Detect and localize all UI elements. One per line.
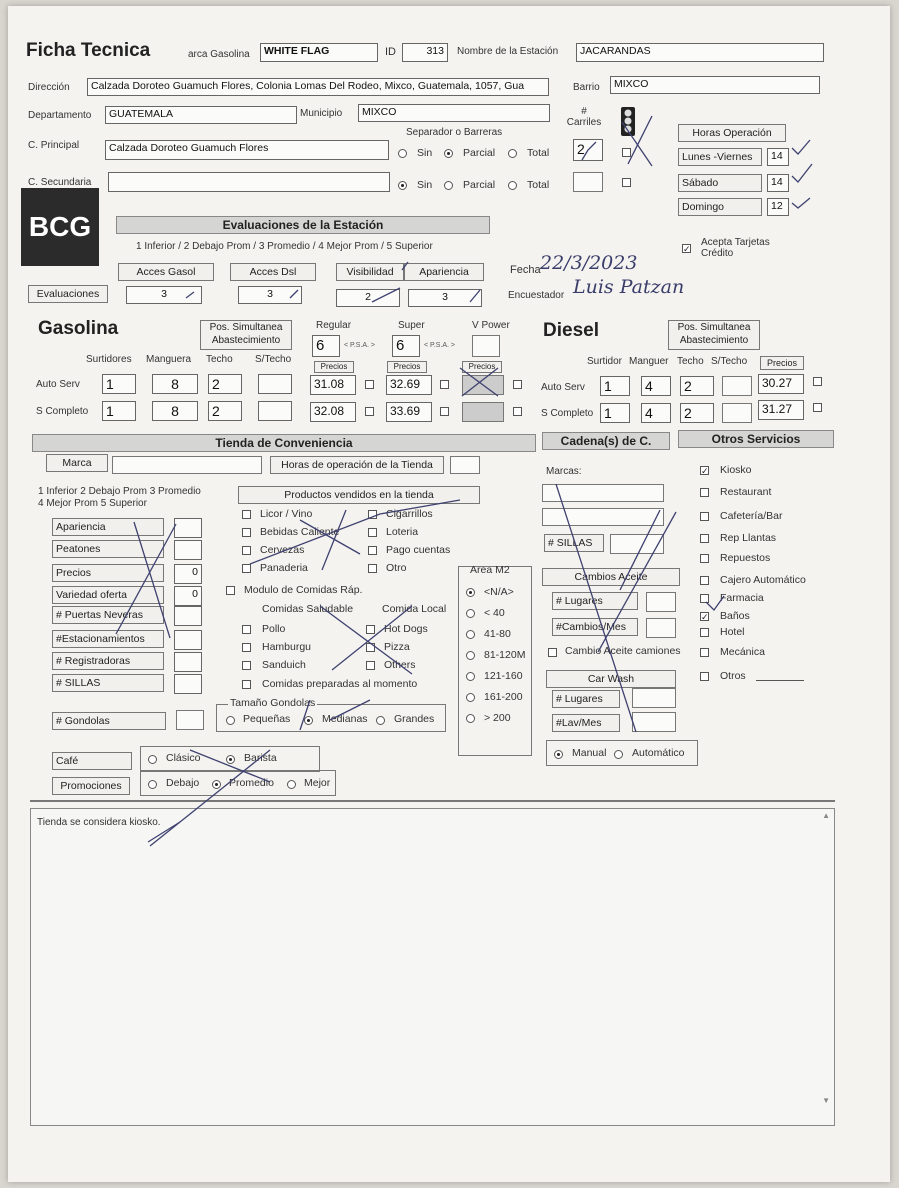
grandes-label: Grandes (394, 713, 435, 725)
evaluaciones-section-title: Evaluaciones de la Estación (116, 216, 490, 234)
servicio-checkbox[interactable] (700, 512, 709, 521)
licor-checkbox[interactable] (242, 510, 251, 519)
barista-radio[interactable] (226, 755, 235, 764)
servicio-label: Mecánica (720, 646, 765, 658)
area-radio[interactable] (466, 609, 475, 618)
cadena-marca-field-1[interactable] (542, 484, 664, 502)
rating-field[interactable] (174, 630, 202, 650)
barrio-label: Barrio (573, 82, 600, 93)
dsl-comp-check[interactable] (813, 403, 822, 412)
cambios-mes-field[interactable] (646, 618, 676, 638)
dsl-completo-label: S Completo (541, 408, 594, 419)
dsl-auto-techo[interactable]: 2 (680, 376, 714, 396)
carriles-label: # Carriles (566, 106, 602, 128)
lunes-viernes-field[interactable]: 14 (767, 148, 789, 166)
dsl-comp-surtidor[interactable]: 1 (600, 403, 630, 423)
eval-acceso-gasol-field[interactable]: 3 (126, 286, 202, 304)
id-label: ID (385, 46, 396, 58)
horas-operacion-title: Horas Operación (678, 124, 786, 142)
area-radio[interactable] (466, 651, 475, 660)
form-title: Ficha Tecnica (26, 40, 151, 61)
bcg-logo: BCG (21, 188, 99, 266)
fecha-label: Fecha (510, 264, 541, 276)
camiones-checkbox[interactable] (548, 648, 557, 657)
servicio-checkbox[interactable] (700, 648, 709, 657)
sanduich-checkbox[interactable] (242, 661, 251, 670)
servicio-checkbox[interactable] (700, 672, 709, 681)
rating-label: # SILLAS (52, 674, 164, 692)
promociones-label: Promociones (52, 777, 130, 795)
bebidas-checkbox[interactable] (242, 528, 251, 537)
vpower-psa-field[interactable] (472, 335, 500, 357)
bebidas-label: Bebidas Caliente (260, 526, 340, 538)
servicio-label: Hotel (720, 626, 745, 638)
promedio-radio[interactable] (212, 780, 221, 789)
servicio-label: Restaurant (720, 486, 772, 498)
debajo-radio[interactable] (148, 780, 157, 789)
gas-auto-super-price[interactable]: 32.69 (386, 375, 432, 395)
tarjetas-label: Acepta Tarjetas Crédito (701, 237, 770, 259)
separador-parcial-label: Parcial (463, 147, 496, 159)
gas-comp-vpower-price[interactable] (462, 402, 504, 422)
acceso-dsl-label: Acces Dsl (230, 263, 316, 281)
domingo-field[interactable]: 12 (767, 198, 789, 216)
dsl-precios-label: Precios (760, 356, 804, 370)
separador2-total-radio[interactable] (508, 181, 517, 190)
gas-auto-super-check[interactable] (440, 380, 449, 389)
cambios-aceite-label: Cambios Aceite (542, 568, 680, 586)
dsl-col-manguer: Manguer (629, 356, 669, 367)
mejor-label: Mejor (304, 777, 331, 789)
promedio-label: Promedio (229, 777, 274, 789)
barista-label: Barista (244, 752, 277, 764)
comment-divider (30, 800, 835, 802)
separador-parcial-radio[interactable] (444, 149, 453, 158)
rating-label: Variedad oferta (52, 586, 164, 604)
evaluaciones-label: Evaluaciones (28, 285, 108, 303)
lav-mes-label: #Lav/Mes (552, 714, 620, 732)
gas-comp-super-price[interactable]: 33.69 (386, 402, 432, 422)
carriles-field[interactable]: 2 (573, 139, 603, 161)
gas-comp-super-check[interactable] (440, 407, 449, 416)
mejor-radio[interactable] (287, 780, 296, 789)
sabado-field[interactable]: 14 (767, 174, 789, 192)
gas-col-techo: Techo (206, 354, 233, 365)
gasolina-pos-sim: Pos. Simultanea Abastecimiento (200, 320, 292, 350)
scroll-up-icon[interactable]: ▲ (822, 811, 830, 820)
gas-auto-surtidores[interactable]: 1 (102, 374, 136, 394)
diesel-title: Diesel (543, 320, 599, 341)
eval-apariencia-field[interactable]: 3 (408, 289, 482, 307)
gas-col-surtidores: Surtidores (86, 354, 132, 365)
comment-text: Tienda se considera kiosko. (37, 817, 161, 828)
gas-comp-stecho[interactable] (258, 401, 292, 421)
servicio-label: Rep Llantas (720, 532, 777, 544)
others-label: Others (384, 659, 416, 671)
id-field[interactable]: 313 (402, 43, 448, 62)
gasolina-title: Gasolina (38, 318, 119, 339)
area-radio[interactable] (466, 714, 475, 723)
tienda-section-title: Tienda de Conveniencia (32, 434, 536, 452)
principal-field[interactable]: Calzada Doroteo Guamuch Flores (105, 140, 389, 160)
rating-field[interactable] (174, 674, 202, 694)
eval-acceso-dsl-field[interactable]: 3 (238, 286, 302, 304)
gas-auto-serv-label: Auto Serv (36, 379, 80, 390)
area-radio[interactable] (466, 693, 475, 702)
servicio-checkbox[interactable] (700, 594, 709, 603)
separador-total-label: Total (527, 147, 550, 159)
gas-auto-stecho[interactable] (258, 374, 292, 394)
cambios-mes-label: #Cambios/Mes (552, 618, 638, 636)
servicio-label: Repuestos (720, 552, 771, 564)
productos-title: Productos vendidos en la tienda (238, 486, 480, 504)
dsl-col-techo: Techo (677, 356, 704, 367)
servicio-checkbox[interactable]: ✓ (701, 466, 709, 476)
medianas-radio[interactable] (304, 716, 313, 725)
gas-comp-vpower-check[interactable] (513, 407, 522, 416)
manual-radio[interactable] (554, 750, 563, 759)
tienda-horas-field[interactable] (450, 456, 480, 474)
separador-title: Separador o Barreras (406, 127, 503, 138)
marca-label: arca Gasolina (188, 49, 250, 60)
pizza-label: Pizza (384, 641, 410, 653)
dsl-auto-surtidor[interactable]: 1 (600, 376, 630, 396)
evaluaciones-scale: 1 Inferior / 2 Debajo Prom / 3 Promedio / 4 Mejor Prom / 5 Superior (136, 241, 433, 252)
servicio-label: Otros (720, 670, 746, 682)
vpower-label: V Power (472, 320, 510, 331)
dsl-comp-techo[interactable]: 2 (680, 403, 714, 423)
sabado-label: Sábado (678, 174, 762, 192)
regular-psa-label: < P.S.A. > (344, 342, 376, 349)
eval-visibilidad-field[interactable]: 2 (336, 289, 400, 307)
separador2-sin-label: Sin (417, 179, 433, 191)
servicio-checkbox[interactable] (700, 554, 709, 563)
cervezas-checkbox[interactable] (242, 546, 251, 555)
manual-label: Manual (572, 747, 607, 759)
dsl-comp-price[interactable]: 31.27 (758, 400, 804, 420)
regular-psa-field[interactable]: 6 (312, 335, 340, 357)
rating-field[interactable]: 0 (174, 564, 202, 584)
dsl-auto-price[interactable]: 30.27 (758, 374, 804, 394)
servicio-checkbox[interactable] (700, 488, 709, 497)
loteria-label: Loteria (386, 526, 419, 538)
hot-dogs-checkbox[interactable] (366, 625, 375, 634)
rating-field[interactable]: 0 (174, 586, 202, 606)
gas-comp-regular-check[interactable] (365, 407, 374, 416)
encuestador-value[interactable]: Luis Patzan (573, 276, 685, 298)
gas-col-manguera: Manguera (146, 354, 192, 365)
panaderia-checkbox[interactable] (242, 564, 251, 573)
servicio-checkbox[interactable] (700, 576, 709, 585)
debajo-label: Debajo (166, 777, 200, 789)
precios-regular-label: Precios (314, 361, 354, 373)
area-radio[interactable] (466, 630, 475, 639)
gas-comp-manguera[interactable]: 8 (152, 401, 198, 421)
secundaria-label: C. Secundaria (28, 177, 92, 188)
gas-auto-techo[interactable]: 2 (208, 374, 242, 394)
nombre-label: Nombre de la Estación (457, 46, 559, 57)
area-option-label: > 200 (484, 712, 511, 724)
automatico-radio[interactable] (614, 750, 623, 759)
servicio-label: Baños (720, 610, 750, 622)
area-radio[interactable] (466, 588, 475, 597)
departamento-field[interactable]: GUATEMALA (105, 106, 297, 124)
diesel-pos-sim: Pos. Simultanea Abastecimiento (668, 320, 760, 350)
otros-underline (756, 680, 804, 681)
otro-label: Otro (386, 562, 407, 574)
sanduich-label: Sanduich (262, 659, 306, 671)
tarjetas-checkbox[interactable]: ✓ (683, 244, 691, 254)
scroll-down-icon[interactable]: ▼ (822, 1096, 830, 1105)
separador2-parcial-label: Parcial (463, 179, 496, 191)
grandes-radio[interactable] (376, 716, 385, 725)
domingo-label: Domingo (678, 198, 762, 216)
super-psa-field[interactable]: 6 (392, 335, 420, 357)
gas-col-stecho: S/Techo (255, 354, 292, 365)
pequenas-label: Pequeñas (243, 713, 291, 725)
separador-sin-radio[interactable] (398, 149, 407, 158)
dsl-auto-serv-label: Auto Serv (541, 382, 585, 393)
comidas-preparadas-label: Comidas preparadas al momento (262, 678, 418, 690)
rating-field[interactable] (174, 540, 202, 560)
separador-total-radio[interactable] (508, 149, 517, 158)
lav-mes-field[interactable] (632, 712, 676, 732)
cigarrillos-checkbox[interactable] (368, 510, 377, 519)
cadena-marca-field-2[interactable] (542, 508, 664, 526)
dsl-comp-stecho[interactable] (722, 403, 752, 423)
loteria-checkbox[interactable] (368, 528, 377, 537)
gondolas-label: # Gondolas (52, 712, 166, 730)
clasico-label: Clásico (166, 752, 201, 764)
pizza-checkbox[interactable] (366, 643, 375, 652)
tienda-scale-1: 1 Inferior 2 Debajo Prom 3 Promedio (38, 486, 201, 497)
direccion-label: Dirección (28, 82, 70, 93)
otro-checkbox[interactable] (368, 564, 377, 573)
servicio-checkbox[interactable] (700, 628, 709, 637)
dsl-comp-manguera[interactable]: 4 (641, 403, 671, 423)
others-checkbox[interactable] (366, 661, 375, 670)
servicio-label: Farmacia (720, 592, 764, 604)
precios-vpower-label: Precios (462, 361, 502, 373)
semaforo-check-1[interactable] (622, 148, 631, 157)
gas-auto-vpower-price[interactable] (462, 375, 504, 395)
area-option-label: 161-200 (484, 691, 523, 703)
tienda-scale-2: 4 Mejor Prom 5 Superior (38, 498, 147, 509)
comida-local-label: Comida Local (382, 603, 447, 615)
servicio-label: Kiosko (720, 464, 752, 476)
carwash-lugares-field[interactable] (632, 688, 676, 708)
separador-sin-label: Sin (417, 147, 433, 159)
rating-label: Precios (52, 564, 164, 582)
clasico-radio[interactable] (148, 755, 157, 764)
carwash-lugares-label: # Lugares (552, 690, 620, 708)
camiones-label: Cambio Aceite camiones (565, 645, 681, 657)
area-option-label: 121-160 (484, 670, 523, 682)
comidas-preparadas-checkbox[interactable] (242, 680, 251, 689)
municipio-field[interactable]: MIXCO (358, 104, 550, 122)
servicio-checkbox[interactable]: ✓ (701, 612, 709, 622)
separador2-sin-radio[interactable] (398, 181, 407, 190)
comidas-rapidas-label: Modulo de Comidas Ráp. (244, 584, 363, 596)
rating-field[interactable] (174, 652, 202, 672)
servicio-checkbox[interactable] (700, 534, 709, 543)
tamano-gondolas-label: Tamaño Gondolas (230, 697, 316, 709)
principal-label: C. Principal (28, 140, 80, 151)
municipio-label: Municipio (300, 108, 343, 119)
carriles-field-2[interactable] (573, 172, 603, 192)
dsl-col-stecho: S/Techo (711, 356, 748, 367)
tienda-marca-label: Marca (46, 454, 108, 472)
comidas-rapidas-checkbox[interactable] (226, 586, 235, 595)
dsl-col-surtidor: Surtidor (587, 356, 623, 367)
separador2-parcial-radio[interactable] (444, 181, 453, 190)
area-option-label: 41-80 (484, 628, 511, 640)
area-option-label: 81-120M (484, 649, 526, 661)
area-m2-label: Area M2 (470, 564, 510, 576)
traffic-light-icon (616, 106, 640, 138)
cafe-label: Café (52, 752, 132, 770)
comment-box[interactable] (30, 808, 835, 1126)
cervezas-label: Cervezas (260, 544, 305, 556)
gas-completo-label: S Completo (36, 406, 89, 417)
rating-field[interactable] (174, 518, 202, 538)
cadena-marcas-label: Marcas: (546, 466, 582, 477)
pollo-label: Pollo (262, 623, 286, 635)
cambio-lugares-label: # Lugares (552, 592, 638, 610)
cigarrillos-label: Cigarrillos (386, 508, 433, 520)
dsl-auto-manguera[interactable]: 4 (641, 376, 671, 396)
rating-label: # Puertas Neveras (52, 606, 164, 624)
gas-comp-techo[interactable]: 2 (208, 401, 242, 421)
fecha-value[interactable]: 22/3/2023 (540, 252, 638, 274)
cadena-section-title: Cadena(s) de C. (542, 432, 670, 450)
gas-auto-regular-price[interactable]: 31.08 (310, 375, 356, 395)
super-psa-label: < P.S.A. > (424, 342, 456, 349)
medianas-label: Medianas (322, 713, 368, 725)
acceso-gasol-label: Acces Gasol (118, 263, 214, 281)
tienda-marca-field[interactable] (112, 456, 262, 474)
servicio-label: Cafetería/Bar (720, 510, 783, 522)
gas-comp-regular-price[interactable]: 32.08 (310, 402, 356, 422)
separador2-total-label: Total (527, 179, 550, 191)
panaderia-label: Panaderia (260, 562, 308, 574)
pollo-checkbox[interactable] (242, 625, 251, 634)
gas-auto-vpower-check[interactable] (513, 380, 522, 389)
car-wash-label: Car Wash (546, 670, 676, 688)
pequenas-radio[interactable] (226, 716, 235, 725)
direccion-field[interactable]: Calzada Doroteo Guamuch Flores, Colonia Lomas Del Rodeo, Mixco, Guatemala, 1057, Gua (87, 78, 549, 96)
hamburguesa-checkbox[interactable] (242, 643, 251, 652)
dsl-auto-check[interactable] (813, 377, 822, 386)
servicio-label: Cajero Automático (720, 574, 806, 586)
cadena-sillas-label: # SILLAS (544, 534, 604, 552)
precios-super-label: Precios (387, 361, 427, 373)
area-option-label: <N/A> (484, 586, 514, 598)
rating-label: #Estacionamientos (52, 630, 164, 648)
regular-label: Regular (316, 320, 352, 331)
nombre-field[interactable]: JACARANDAS (576, 43, 824, 62)
marca-field[interactable]: WHITE FLAG (260, 43, 378, 62)
rating-field[interactable] (174, 606, 202, 626)
apariencia-label: Apariencia (404, 263, 484, 281)
cambio-lugares-field[interactable] (646, 592, 676, 612)
tienda-horas-label: Horas de operación de la Tienda (270, 456, 444, 474)
barrio-field[interactable]: MIXCO (610, 76, 820, 94)
semaforo-check-2[interactable] (622, 178, 631, 187)
departamento-label: Departamento (28, 110, 92, 121)
hamburguesa-label: Hamburgu (262, 641, 312, 653)
super-label: Super (398, 320, 425, 331)
pago-cuentas-label: Pago cuentas (386, 544, 451, 556)
area-option-label: < 40 (484, 607, 505, 619)
lunes-viernes-label: Lunes -Viernes (678, 148, 762, 166)
rating-label: # Registradoras (52, 652, 164, 670)
secundaria-field[interactable] (108, 172, 390, 192)
gondolas-field[interactable] (176, 710, 204, 730)
encuestador-label: Encuestador (508, 290, 565, 301)
automatico-label: Automático (632, 747, 685, 759)
otros-section-title: Otros Servicios (678, 430, 834, 448)
gas-auto-manguera[interactable]: 8 (152, 374, 198, 394)
comidas-saludable-label: Comidas Saludable (262, 603, 354, 615)
visibilidad-label: Visibilidad (336, 263, 404, 281)
hot-dogs-label: Hot Dogs (384, 623, 428, 635)
rating-label: Peatones (52, 540, 164, 558)
dsl-auto-stecho[interactable] (722, 376, 752, 396)
area-radio[interactable] (466, 672, 475, 681)
gas-auto-regular-check[interactable] (365, 380, 374, 389)
pago-cuentas-checkbox[interactable] (368, 546, 377, 555)
gas-comp-surtidores[interactable]: 1 (102, 401, 136, 421)
rating-label: Apariencia (52, 518, 164, 536)
cadena-sillas-field[interactable] (610, 534, 664, 554)
licor-label: Licor / Vino (260, 508, 313, 520)
